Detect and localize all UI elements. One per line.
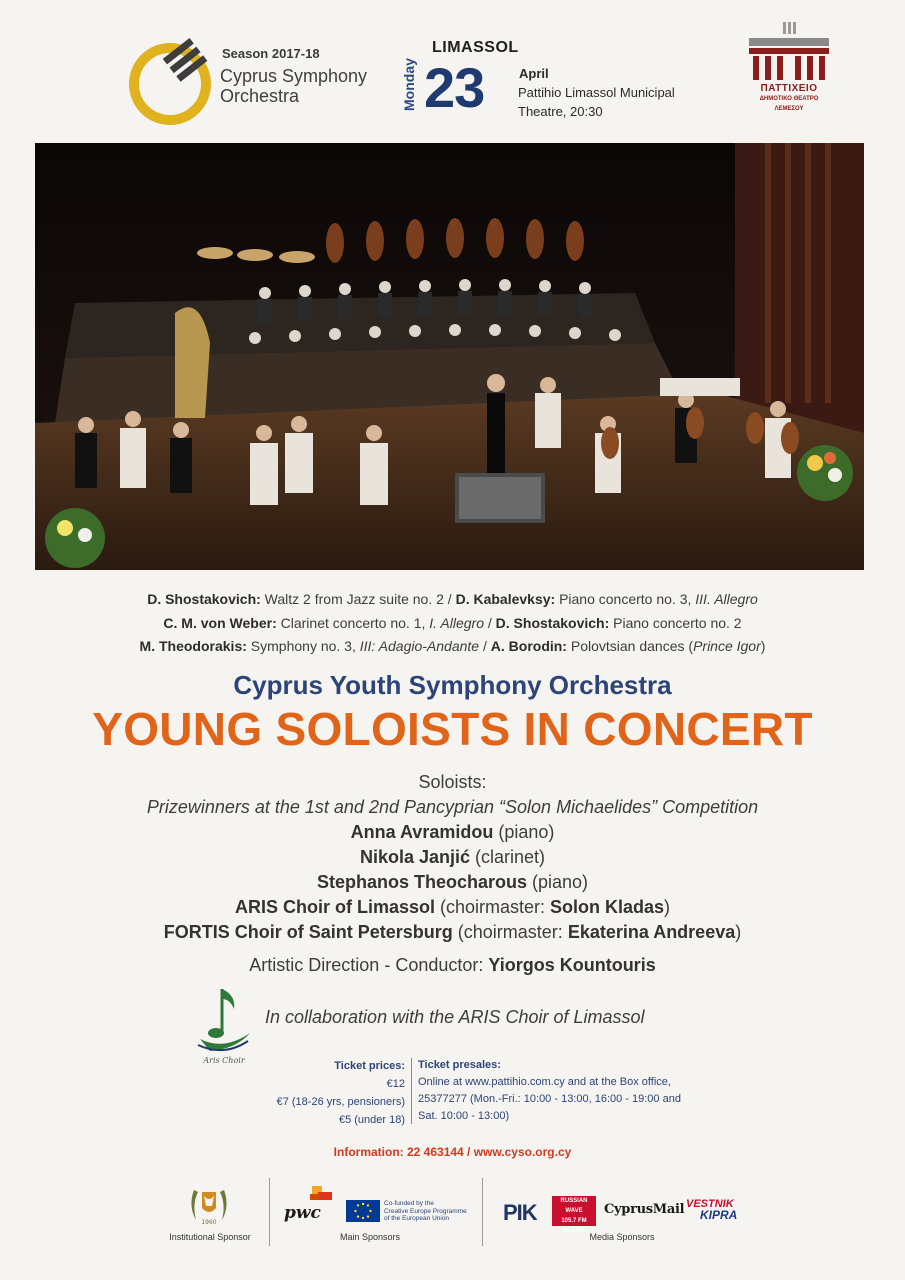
sponsor-divider [269,1178,270,1246]
aris-logo-caption: Aris Choir [203,1056,245,1065]
ticket-price: €5 (under 18) [338,1114,405,1126]
vestnik-kipra-logo: VESTNIK KIPRA [686,1198,738,1222]
ticket-price: €12 [386,1078,405,1090]
ticket-price: €7 (18-26 yrs, pensioners) [276,1096,405,1108]
composer: D. Shostakovich: [147,591,261,607]
programme-line: M. Theodorakis: Symphony no. 3, III: Adagio-Andante / A. Borodin: Polovtsian dances (Prince Igor) [139,638,766,654]
rik-logo: ΡΙΚ [503,1200,537,1225]
composer: A. Borodin: [490,638,567,654]
media-sponsors-caption: Media Sponsors [589,1232,655,1242]
cso-logo [126,34,226,126]
orchestra-stage-illustration [35,143,864,570]
concert-month: April [519,66,549,81]
institutional-sponsor-caption: Institutional Sponsor [169,1232,251,1242]
concert-title: YOUNG SOLOISTS IN CONCERT [92,703,813,755]
concert-venue: Pattihio Limassol Municipal Theatre, 20:30 [518,85,675,119]
eu-cofunded-text: Co-funded by the Creative Europe Programme of the European Union [384,1200,467,1222]
ticket-prices [230,1057,405,1129]
sponsor-divider [482,1178,483,1246]
soloist-entry: Stephanos Theocharous (piano) [316,872,589,892]
aris-choir-logo [196,985,254,1065]
orchestra-photo [35,143,864,570]
composer: M. Theodorakis: [139,638,247,654]
svg-text:pwc: pwc [284,1203,321,1223]
programme-list [0,588,905,659]
orchestra-name: Cyprus Symphony Orchestra [220,66,368,106]
ticket-prices-label: Ticket prices: [334,1060,405,1072]
concert-day: 23 [424,56,485,119]
poster-header [0,0,905,140]
soloist-entry: Anna Avramidou (piano) [350,822,555,842]
concert-weekday: Monday [401,58,417,111]
artistic-direction: Artistic Direction - Conductor: Yiorgos Kountouris [249,955,656,975]
season-label: Season 2017-18 [222,46,320,61]
prize-line: Prizewinners at the 1st and 2nd Pancyprian “Solon Michaelides” Competition [146,797,759,817]
soloist-entry: Nikola Janjić (clarinet) [359,847,546,867]
theatre-logo-text: ΠΑΤΤΙΧΕΙΟ ΔΗΜΟΤΙΚΟ ΘΕΑΤΡΟ ΛΕΜΕΣΟΥ [759,83,819,112]
orchestra-title: Cyprus Youth Symphony Orchestra [233,670,672,700]
composer: D. Shostakovich: [495,614,610,631]
soloists-block [0,770,905,945]
programme-line: D. Shostakovich: Waltz 2 from Jazz suite no. 2 / D. Kabalevksy: Piano concerto no. 3, III. Allegro [147,591,758,607]
eu-flag-icon [346,1200,380,1222]
russian-wave-logo: RUSSIAN WAVE 105.7 FM 98.4 FM [552,1196,596,1226]
composer: C. M. von Weber: [163,614,277,631]
composer: D. Kabalevksy: [455,591,556,607]
svg-text:1960: 1960 [201,1219,217,1226]
pwc-logo [282,1186,338,1224]
cyprus-coat-of-arms-icon [186,1182,232,1228]
soloists-heading: Soloists: [418,772,487,792]
information-line: Information: 22 463144 / www.cyso.org.cy [333,1145,572,1159]
programme-line: C. M. von Weber: Clarinet concerto no. 1, I. Allegro / D. Shostakovich: Piano concerto no. 2 [163,614,742,631]
choir-entry: FORTIS Choir of Saint Petersburg (choirmaster: Ekaterina Andreeva) [163,922,742,942]
ticket-presales: Ticket presales: Online at www.pattihio.com.cy and at the Box office, 25377277 (Mon.-Fri.: 10:00 - 13:00, 16:00 - 19:00 and Sat. 10:00 - 13:00) [418,1057,718,1125]
collaboration-text: In collaboration with the ARIS Choir of Limassol [265,1007,645,1027]
concert-city: LIMASSOL [432,39,519,56]
ticket-presales-label: Ticket presales: [418,1059,501,1071]
tickets-divider [411,1058,412,1124]
cyprus-mail-logo: CyprusMail [604,1202,685,1217]
main-sponsors-caption: Main Sponsors [339,1232,401,1242]
choir-entry: ARIS Choir of Limassol (choirmaster: Solon Kladas) [234,897,671,917]
